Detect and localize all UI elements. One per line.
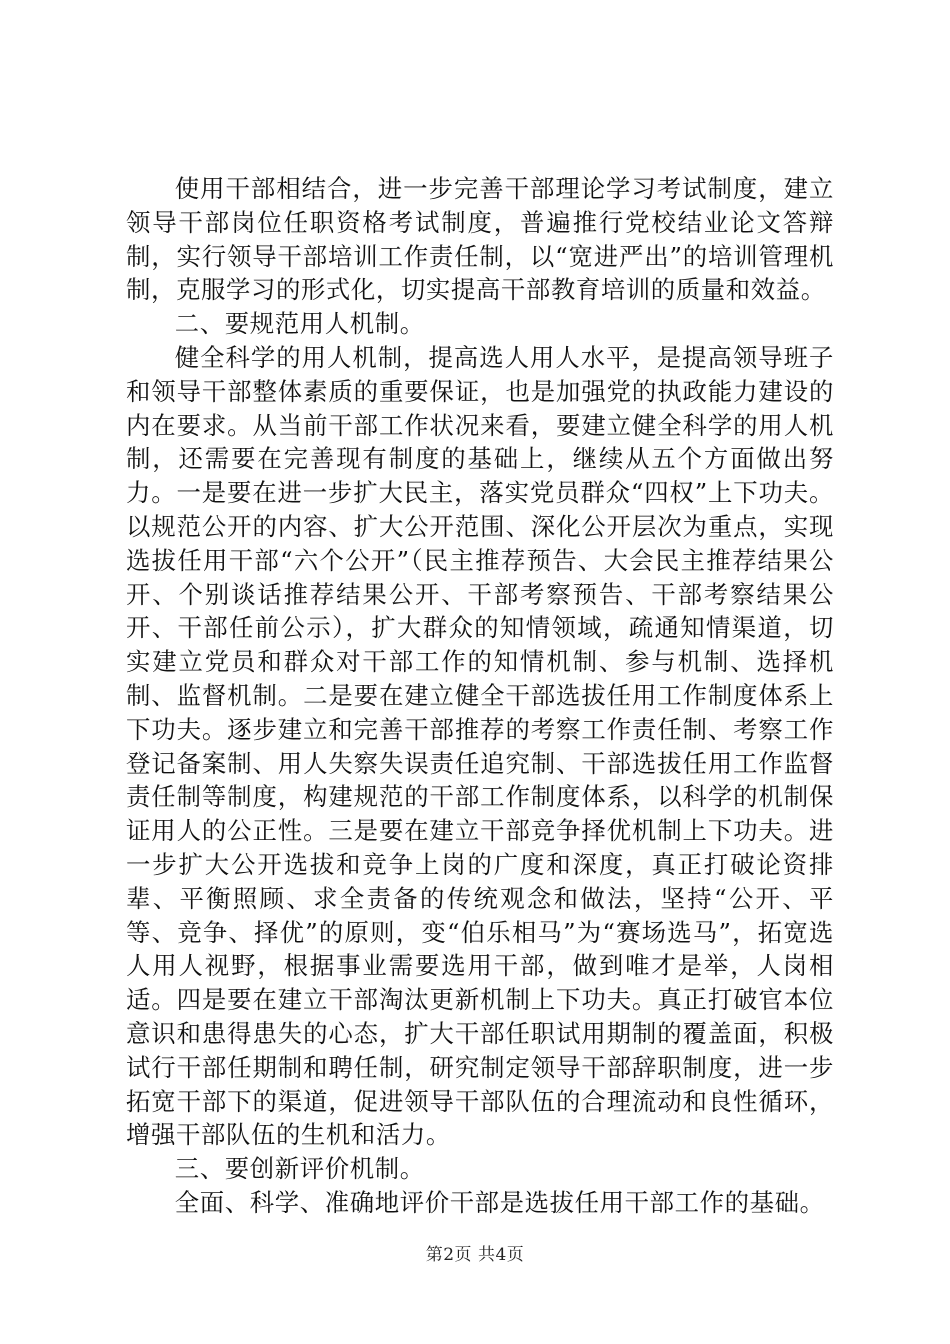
- page-footer: 第2页 共4页: [425, 1245, 525, 1265]
- document-body: [126, 172, 834, 1220]
- section-heading-3: 三、要创新评价机制。: [174, 1154, 425, 1184]
- section-heading-2: 二、要规范用人机制。: [174, 309, 425, 339]
- paragraph-evaluation-intro: 全面、科学、准确地评价干部是选拔任用干部工作的基础。: [174, 1187, 825, 1217]
- paragraph-employment-mechanism: 健全科学的用人机制，提高选人用人水平，是提高领导班子和领导干部整体素质的重要保证，也是加强党的执政能力建设的内在要求。从当前干部工作状况来看，要建立健全科学的用人机制，还需要在完善现有制度的基础上，继续从五个方面做出努力。一是要在进一步扩大民主，落实党员群众“四权”上下功夫。以规范公开的内容、扩大公开范围、深化公开层次为重点，实现选拔任用干部“六个公开”（民主推荐预告、大会民主推荐结果公开、个别谈话推荐结果公开、干部考察预告、干部考察结果公开、干部任前公示），扩大群众的知情领域，疏通知情渠道，切实建立党员和群众对干部工作的知情机制、参与机制、选择机制、监督机制。二是要在建立健全干部选拔任用工作制度体系上下功夫。逐步建立和完善干部推荐的考察工作责任制、考察工作登记备案制、用人失察失误责任追究制、干部选拔任用工作监督责任制等制度，构建规范的干部工作制度体系，以科学的机制保证用人的公正性。三是要在建立干部竞争择优机制上下功夫。进一步扩大公开选拔和竞争上岗的广度和深度，真正打破论资排辈、平衡照顾、求全责备的传统观念和做法，坚持“公开、平等、竞争、择优”的原则，变“伯乐相马”为“赛场选马”，拓宽选人用人视野，根据事业需要选用干部，做到唯才是举，人岗相适。四是要在建立干部淘汰更新机制上下功夫。真正打破官本位意识和患得患失的心态，扩大干部任职试用期制的覆盖面，积极试行干部任期制和聘任制，研究制定领导干部辞职制度，进一步拓宽干部下的渠道，促进领导干部队伍的合理流动和良性循环，增强干部队伍的生机和活力。: [126, 342, 834, 1150]
- paragraph-continuation: 使用干部相结合，进一步完善干部理论学习考试制度，建立领导干部岗位任职资格考试制度，普遍推行党校结业论文答辩制，实行领导干部培训工作责任制，以“宽进严出”的培训管理机制，克服学习的形式化，切实提高干部教育培训的质量和效益。: [126, 174, 834, 305]
